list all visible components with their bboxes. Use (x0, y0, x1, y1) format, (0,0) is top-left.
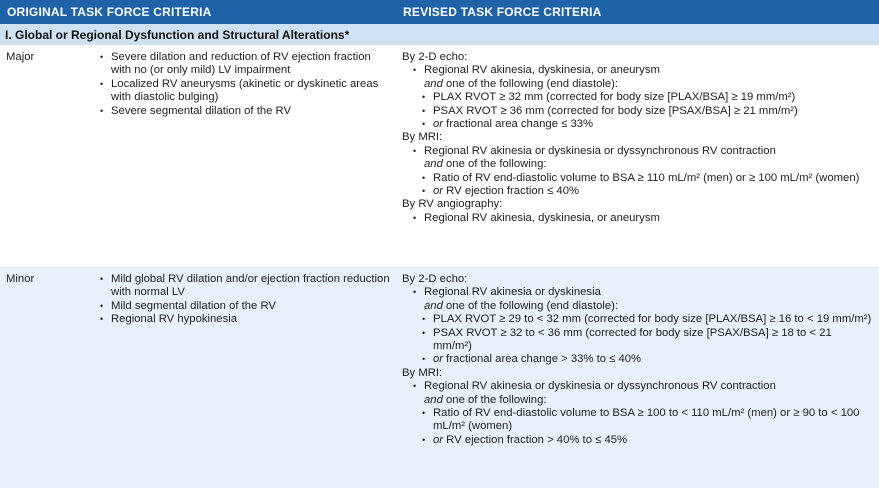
list-item: • PLAX RVOT ≥ 32 mm (corrected for body size [PLAX/BSA] ≥ 19 mm/m²) (402, 91, 872, 104)
condition-line: and one of the following: (424, 158, 547, 171)
row-label-minor: Minor (6, 273, 35, 285)
list-item: • or RV ejection fraction > 40% to ≤ 45% (402, 434, 872, 447)
list-item: • Severe dilation and reduction of RV ejection fraction with no (or only mild) LV impairment (100, 51, 390, 78)
list-item: • Localized RV aneurysms (akinetic or dyskinetic areas with diastolic bulging) (100, 78, 390, 105)
table-header (0, 0, 879, 24)
method-heading: By RV angiography: (402, 198, 503, 211)
list-item: • or fractional area change > 33% to ≤ 40% (402, 353, 872, 366)
list-item: • Regional RV akinesia or dyskinesia or dyssynchronous RV contraction (402, 145, 872, 158)
list-item: • Regional RV akinesia, dyskinesia, or aneurysm (402, 212, 872, 225)
list-item: • Regional RV akinesia or dyskinesia or dyssynchronous RV contraction (402, 380, 872, 393)
list-item: • Mild global RV dilation and/or ejection fraction reduction with normal LV (100, 273, 390, 300)
list-item: • Regional RV hypokinesia (100, 313, 390, 326)
method-heading: By 2-D echo: (402, 51, 468, 63)
header-original: ORIGINAL TASK FORCE CRITERIA (7, 5, 212, 19)
condition-line: and one of the following (end diastole): (424, 77, 619, 90)
method-heading: By MRI: (402, 366, 443, 379)
method-heading: By 2-D echo: (402, 273, 468, 285)
list-item: • Ratio of RV end-diastolic volume to BSA ≥ 110 mL/m² (men) or ≥ 100 mL/m² (women) (402, 172, 872, 185)
list-item: • Regional RV akinesia, dyskinesia, or aneurysm (402, 64, 872, 77)
method-heading: By MRI: (402, 131, 443, 144)
header-revised: REVISED TASK FORCE CRITERIA (403, 5, 602, 19)
revised-criteria-minor (402, 273, 872, 447)
list-item: • PSAX RVOT ≥ 32 to < 36 mm (corrected for body size [PSAX/BSA] ≥ 18 to < 21 mm/m²) (402, 327, 872, 354)
condition-line: and one of the following: (424, 393, 547, 406)
condition-line: and one of the following (end diastole): (424, 299, 619, 312)
list-item: • Ratio of RV end-diastolic volume to BSA ≥ 100 to < 110 mL/m² (men) or ≥ 90 to < 100 mL/m² (women) (402, 407, 872, 434)
list-item: • or fractional area change ≤ 33% (402, 118, 872, 131)
list-item: • Regional RV akinesia or dyskinesia (402, 286, 872, 299)
original-criteria-minor (100, 273, 390, 327)
list-item: • PLAX RVOT ≥ 29 to < 32 mm (corrected for body size [PLAX/BSA] ≥ 16 to < 19 mm/m²) (402, 313, 872, 326)
original-criteria-major (100, 51, 390, 118)
row-label-major: Major (6, 51, 35, 63)
list-item: • or RV ejection fraction ≤ 40% (402, 185, 872, 198)
table-row-minor (0, 267, 879, 488)
list-item: • Mild segmental dilation of the RV (100, 300, 390, 313)
list-item: • PSAX RVOT ≥ 36 mm (corrected for body size [PSAX/BSA] ≥ 21 mm/m²) (402, 105, 872, 118)
list-item: • Severe segmental dilation of the RV (100, 105, 390, 118)
table-row-major (0, 45, 879, 267)
section-heading (0, 24, 879, 45)
revised-criteria-major (402, 51, 872, 225)
section-title: I. Global or Regional Dysfunction and Structural Alterations* (5, 28, 350, 42)
